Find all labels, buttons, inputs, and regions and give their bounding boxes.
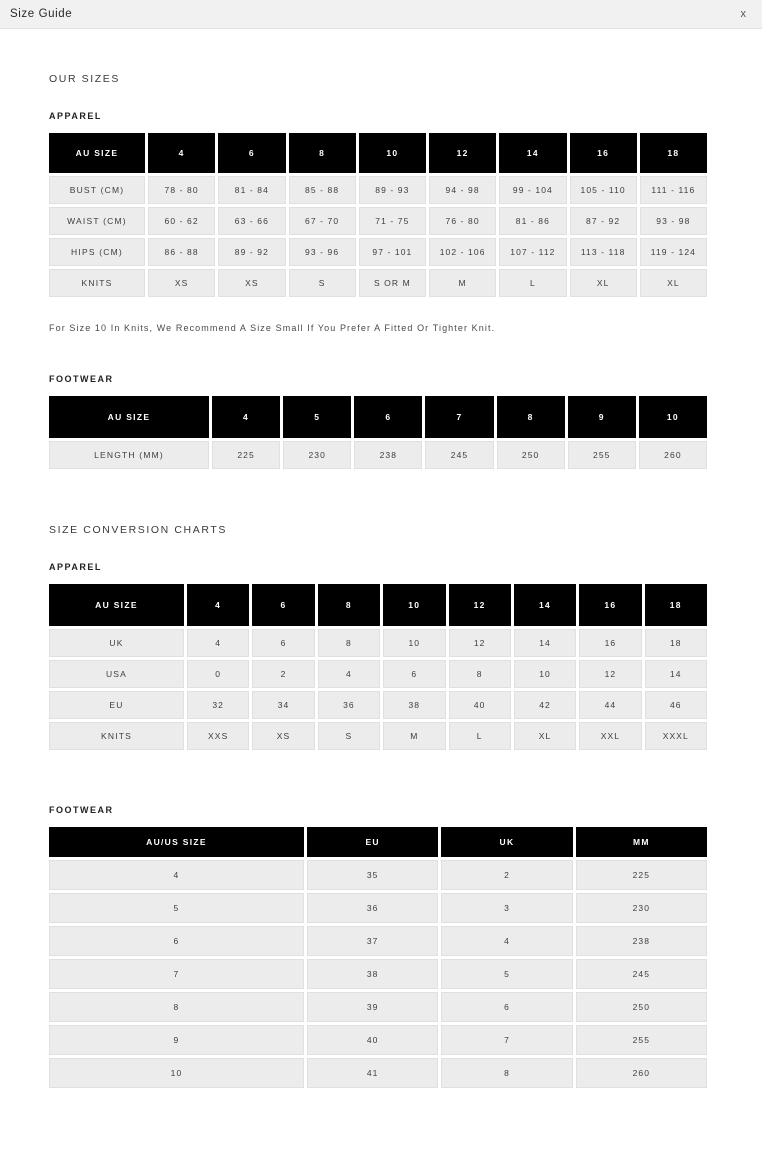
row-header: 10 [49,1058,304,1088]
column-header: 4 [187,584,249,626]
table-header-row [49,584,707,626]
table-cell: XXL [579,722,641,750]
column-header: 7 [425,396,493,438]
table-cell: 89 - 93 [359,176,426,204]
conversion-apparel-table [46,581,710,753]
column-header: 4 [148,133,215,173]
column-header: 5 [283,396,351,438]
table-row [49,893,707,923]
table-cell: 102 - 106 [429,238,496,266]
table-cell: 71 - 75 [359,207,426,235]
table-row [49,269,707,297]
table-cell: 97 - 101 [359,238,426,266]
column-header: UK [441,827,572,857]
table-cell: 85 - 88 [289,176,356,204]
table-cell: 34 [252,691,314,719]
table-cell: 245 [576,959,707,989]
row-header: 8 [49,992,304,1022]
table-cell: 4 [441,926,572,956]
row-header: KNITS [49,269,145,297]
table-header-row [49,396,707,438]
table-row [49,238,707,266]
table-cell: 260 [639,441,707,469]
table-cell: 4 [318,660,380,688]
table-cell: XS [252,722,314,750]
table-row [49,660,707,688]
table-row [49,860,707,890]
table-row [49,176,707,204]
table-cell: 36 [318,691,380,719]
table-cell: 35 [307,860,438,890]
column-header: 14 [514,584,576,626]
table-cell: 12 [449,629,511,657]
table-cell: 230 [576,893,707,923]
table-cell: 7 [441,1025,572,1055]
column-header: 16 [570,133,637,173]
column-header: 8 [289,133,356,173]
row-header: UK [49,629,184,657]
row-header: 6 [49,926,304,956]
table-cell: 36 [307,893,438,923]
table-cell: 41 [307,1058,438,1088]
table-cell: 38 [307,959,438,989]
table-cell: 40 [307,1025,438,1055]
table-cell: L [449,722,511,750]
column-header: 9 [568,396,636,438]
column-header: 4 [212,396,280,438]
table-cell: 81 - 86 [499,207,566,235]
table-cell: 63 - 66 [218,207,285,235]
table-cell: 4 [187,629,249,657]
column-header: 6 [218,133,285,173]
table-cell: 255 [568,441,636,469]
table-cell: 78 - 80 [148,176,215,204]
table-cell: 250 [576,992,707,1022]
column-header: 18 [640,133,707,173]
table-cell: 8 [449,660,511,688]
table-row [49,1025,707,1055]
table-cell: 87 - 92 [570,207,637,235]
size-guide-content [0,29,762,1151]
table-cell: XS [218,269,285,297]
table-cell: 81 - 84 [218,176,285,204]
table-cell: 18 [645,629,707,657]
table-cell: 93 - 96 [289,238,356,266]
table-cell: 60 - 62 [148,207,215,235]
column-header: AU SIZE [49,133,145,173]
column-header: 12 [429,133,496,173]
row-header: 9 [49,1025,304,1055]
table-cell: S [318,722,380,750]
table-cell: 225 [576,860,707,890]
table-row [49,629,707,657]
table-row [49,441,707,469]
table-cell: 14 [645,660,707,688]
table-cell: S [289,269,356,297]
column-header: AU SIZE [49,396,209,438]
row-header: 5 [49,893,304,923]
table-cell: 225 [212,441,280,469]
modal-header [0,0,762,29]
table-cell: 8 [441,1058,572,1088]
column-header: 8 [497,396,565,438]
column-header: 10 [359,133,426,173]
table-cell: 2 [441,860,572,890]
conversion-footwear-table [46,824,710,1091]
table-cell: 107 - 112 [499,238,566,266]
table-cell: S OR M [359,269,426,297]
table-row [49,992,707,1022]
table-cell: XS [148,269,215,297]
table-cell: 10 [514,660,576,688]
knits-note: For Size 10 In Knits, We Recommend A Size Small If You Prefer A Fitted Or Tighter Knit. [49,323,496,333]
table-row [49,926,707,956]
table-cell: 105 - 110 [570,176,637,204]
row-header: EU [49,691,184,719]
table-cell: XXXL [645,722,707,750]
conversion-heading: SIZE CONVERSION CHARTS [49,523,227,536]
table-cell: 255 [576,1025,707,1055]
column-header: 6 [252,584,314,626]
page-title: Size Guide [10,8,73,20]
table-cell: M [429,269,496,297]
table-cell: 245 [425,441,493,469]
table-cell: 94 - 98 [429,176,496,204]
column-header: 14 [499,133,566,173]
our-sizes-footwear-label: FOOTWEAR [49,373,114,384]
row-header: WAIST (CM) [49,207,145,235]
table-cell: L [499,269,566,297]
our-sizes-apparel-table [46,130,710,300]
row-header: HIPS (CM) [49,238,145,266]
row-header: 7 [49,959,304,989]
conversion-apparel-label: APPAREL [49,561,102,572]
table-cell: 16 [579,629,641,657]
table-cell: 238 [576,926,707,956]
close-icon[interactable]: x [737,6,751,22]
table-cell: 6 [441,992,572,1022]
table-header-row [49,827,707,857]
column-header: AU SIZE [49,584,184,626]
column-header: EU [307,827,438,857]
table-cell: 250 [497,441,565,469]
column-header: 16 [579,584,641,626]
column-header: MM [576,827,707,857]
table-cell: 46 [645,691,707,719]
column-header: AU/US SIZE [49,827,304,857]
column-header: 10 [639,396,707,438]
table-cell: 111 - 116 [640,176,707,204]
column-header: 8 [318,584,380,626]
table-cell: M [383,722,445,750]
table-cell: 67 - 70 [289,207,356,235]
table-cell: 99 - 104 [499,176,566,204]
table-cell: 6 [252,629,314,657]
column-header: 10 [383,584,445,626]
table-row [49,959,707,989]
table-cell: 230 [283,441,351,469]
table-cell: 42 [514,691,576,719]
table-row [49,722,707,750]
table-cell: XL [640,269,707,297]
table-cell: 5 [441,959,572,989]
table-cell: XL [570,269,637,297]
table-cell: 0 [187,660,249,688]
table-header-row [49,133,707,173]
row-header: LENGTH (MM) [49,441,209,469]
column-header: 18 [645,584,707,626]
row-header: KNITS [49,722,184,750]
table-cell: 76 - 80 [429,207,496,235]
table-cell: 38 [383,691,445,719]
column-header: 6 [354,396,422,438]
table-row [49,691,707,719]
table-cell: 40 [449,691,511,719]
table-cell: 10 [383,629,445,657]
table-cell: 6 [383,660,445,688]
table-cell: 12 [579,660,641,688]
table-cell: 14 [514,629,576,657]
row-header: 4 [49,860,304,890]
table-cell: 113 - 118 [570,238,637,266]
table-cell: XL [514,722,576,750]
table-cell: 89 - 92 [218,238,285,266]
table-cell: 32 [187,691,249,719]
conversion-footwear-label: FOOTWEAR [49,804,114,815]
column-header: 12 [449,584,511,626]
table-cell: 86 - 88 [148,238,215,266]
table-cell: 2 [252,660,314,688]
table-cell: 44 [579,691,641,719]
table-cell: 37 [307,926,438,956]
row-header: USA [49,660,184,688]
table-cell: 93 - 98 [640,207,707,235]
table-cell: 260 [576,1058,707,1088]
table-cell: 119 - 124 [640,238,707,266]
table-cell: 39 [307,992,438,1022]
our-sizes-apparel-label: APPAREL [49,111,102,121]
table-row [49,1058,707,1088]
our-sizes-footwear-table [46,393,710,472]
table-cell: XXS [187,722,249,750]
row-header: BUST (CM) [49,176,145,204]
table-row [49,207,707,235]
table-cell: 238 [354,441,422,469]
our-sizes-heading: OUR SIZES [49,73,120,85]
table-cell: 3 [441,893,572,923]
table-cell: 8 [318,629,380,657]
